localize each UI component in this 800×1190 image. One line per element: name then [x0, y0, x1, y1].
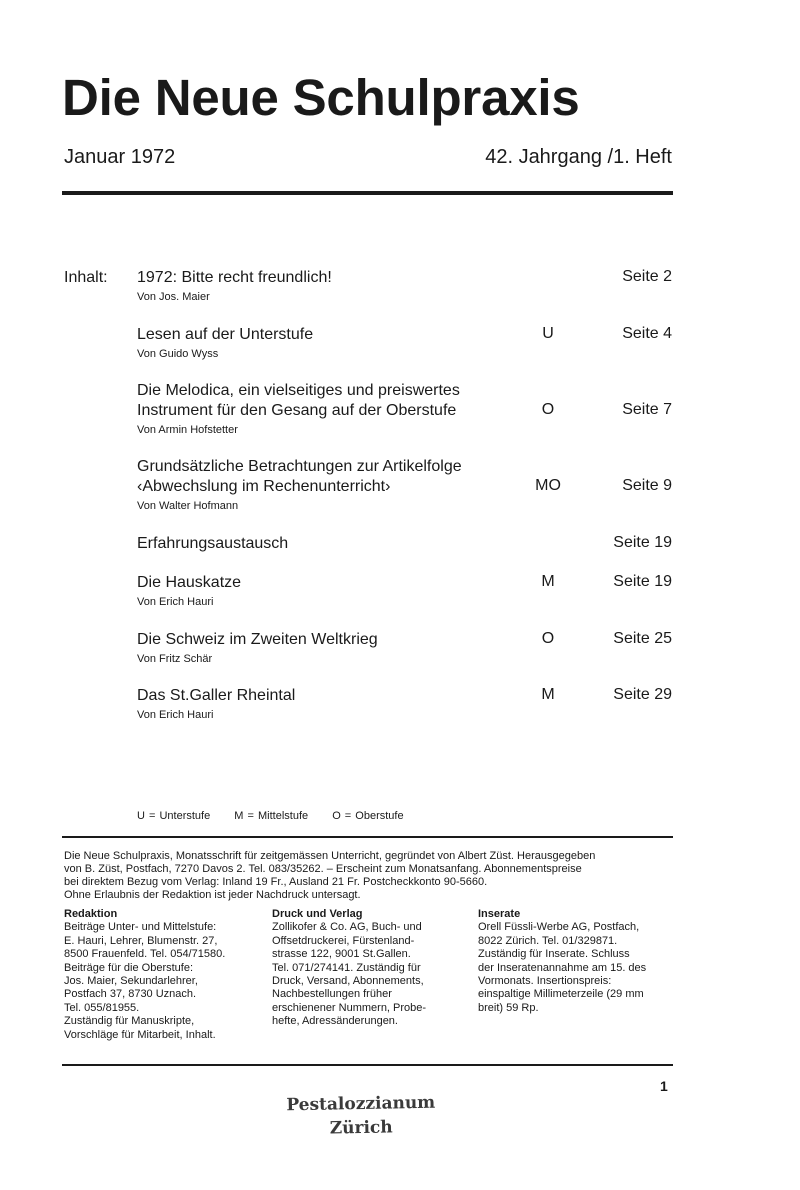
stamp-line: Pestalozzianum [286, 1092, 436, 1116]
column-line: Beiträge für die Oberstufe: [64, 961, 194, 974]
legend-unterstufe: U = Unterstufe [137, 810, 211, 822]
column-line: Nachbestellungen früher [272, 988, 392, 1001]
column-line: Zuständig für Manuskripte, [64, 1015, 195, 1028]
column-line: Druck, Versand, Abonnements, [272, 975, 424, 988]
toc-entry-title: Das St.Galler Rheintal [137, 687, 296, 704]
column-line: Orell Füssli-Werbe AG, Postfach, [478, 921, 640, 934]
column-line: Tel. 071/274141. Zuständig für [272, 961, 421, 974]
column-line: E. Hauri, Lehrer, Blumenstr. 27, [64, 934, 218, 947]
toc-entry-page: Seite 2 [622, 268, 672, 285]
column-line: erschienener Nummern, Probe- [272, 1001, 427, 1014]
imprint-rule-top [62, 836, 673, 838]
imprint-rule-bottom [62, 1064, 673, 1066]
column-line: Vormonats. Insertionspreis: [478, 975, 612, 988]
toc-entry-author: Von Erich Hauri [137, 596, 214, 608]
toc-entry-title: Die Schweiz im Zweiten Weltkrieg [137, 631, 378, 648]
column-heading: Inserate [478, 908, 521, 920]
toc-entry-title: Die Hauskatze [137, 574, 242, 591]
column-line: hefte, Adressänderungen. [272, 1015, 398, 1028]
column-line: 8022 Zürich. Tel. 01/329871. [478, 934, 618, 947]
imprint-line: von B. Züst, Postfach, 7270 Davos 2. Tel. 083/35262. – Erscheint zum Monatsanfang. Abonnementspreise [64, 863, 582, 875]
header-rule [62, 191, 673, 195]
toc-entry-level: O [541, 401, 555, 418]
column-line: Offsetdruckerei, Fürstenland- [272, 934, 415, 947]
column-heading: Druck und Verlag [272, 908, 363, 920]
column-line: der Inseratenannahme am 15. des [478, 961, 647, 974]
toc-entry-page: Seite 19 [613, 534, 672, 551]
toc-entry-title: Instrument für den Gesang auf der Oberstufe [137, 402, 457, 419]
toc-entry-title: Die Melodica, ein vielseitiges und preiswertes [137, 382, 460, 399]
imprint-line: Ohne Erlaubnis der Redaktion ist jeder Nachdruck untersagt. [64, 889, 361, 901]
toc-entry-level: M [541, 573, 555, 590]
library-stamp [266, 1090, 457, 1141]
issue-line [64, 147, 672, 167]
toc-entry-level: U [542, 325, 554, 342]
column-line: Vorschläge für Mitarbeit, Inhalt. [64, 1028, 216, 1041]
toc-entry-page: Seite 29 [613, 686, 672, 703]
imprint-line: Die Neue Schulpraxis, Monatsschrift für zeitgemässen Unterricht, gegründet von Albert Züst. Herausgegeben [64, 850, 596, 862]
issue-number: 42. Jahrgang /1. Heft [485, 146, 672, 168]
contents-label: Inhalt: [64, 269, 108, 286]
toc-entry-title: Erfahrungsaustausch [137, 535, 289, 552]
page-number: 1 [660, 1078, 668, 1094]
druck-verlag-column [272, 908, 426, 1029]
imprint [64, 850, 674, 902]
toc-entry [137, 268, 672, 304]
toc-entry [137, 534, 672, 554]
toc-entry-title: 1972: Bitte recht freundlich! [137, 269, 332, 286]
toc-entry-title: ‹Abwechslung im Rechenunterricht› [137, 478, 391, 495]
toc-entry-author: Von Fritz Schär [137, 653, 213, 665]
column-line: Beiträge Unter- und Mittelstufe: [64, 921, 217, 934]
stamp-line: Zürich [329, 1117, 393, 1139]
issue-date: Januar 1972 [64, 146, 176, 168]
column-line: Tel. 055/81955. [64, 1001, 140, 1014]
legend-mittelstufe: M = Mittelstufe [234, 810, 309, 822]
magazine-title: Die Neue Schulpraxis [62, 69, 580, 126]
toc-entry-author: Von Guido Wyss [137, 348, 219, 360]
toc-entry [137, 457, 672, 513]
imprint-line: bei direktem Bezug vom Verlag: Inland 19 Fr., Ausland 21 Fr. Postcheckkonto 90-5660. [64, 876, 488, 888]
column-heading: Redaktion [64, 908, 118, 920]
column-line: Zollikofer & Co. AG, Buch- und [272, 921, 422, 934]
column-line: einspaltige Millimeterzeile (29 mm [478, 988, 644, 1001]
legend-oberstufe: O = Oberstufe [332, 810, 404, 822]
toc-entry-page: Seite 19 [613, 573, 672, 590]
column-line: strasse 122, 9001 St.Gallen. [272, 948, 411, 961]
toc-entry [137, 381, 672, 437]
toc-entry-level: M [541, 686, 555, 703]
toc-entry [137, 686, 672, 722]
toc-entry-author: Von Jos. Maier [137, 291, 210, 303]
toc-entry-page: Seite 9 [622, 477, 672, 494]
toc-entry [137, 573, 672, 609]
column-line: breit) 59 Rp. [478, 1001, 539, 1014]
toc-entry-title: Lesen auf der Unterstufe [137, 326, 314, 343]
toc-entry [137, 630, 672, 666]
toc-entry-title: Grundsätzliche Betrachtungen zur Artikelfolge [137, 458, 462, 475]
column-line: Zuständig für Inserate. Schluss [478, 948, 630, 961]
column-line: Postfach 37, 8730 Uznach. [64, 988, 197, 1001]
toc-entry-author: Von Walter Hofmann [137, 500, 239, 512]
toc-entry-level: MO [535, 477, 561, 494]
toc-entry-page: Seite 7 [622, 401, 672, 418]
column-line: Jos. Maier, Sekundarlehrer, [64, 975, 198, 988]
inserate-column [478, 908, 646, 1015]
toc-entry-author: Von Armin Hofstetter [137, 424, 238, 436]
toc-entry [137, 325, 672, 361]
level-legend [137, 810, 424, 822]
toc-entry-page: Seite 4 [622, 325, 672, 342]
toc-entry-author: Von Erich Hauri [137, 709, 214, 721]
toc-entry-page: Seite 25 [613, 630, 672, 647]
column-line: 8500 Frauenfeld. Tel. 054/71580. [64, 948, 226, 961]
redaktion-column [64, 908, 225, 1042]
toc-entry-level: O [541, 630, 555, 647]
